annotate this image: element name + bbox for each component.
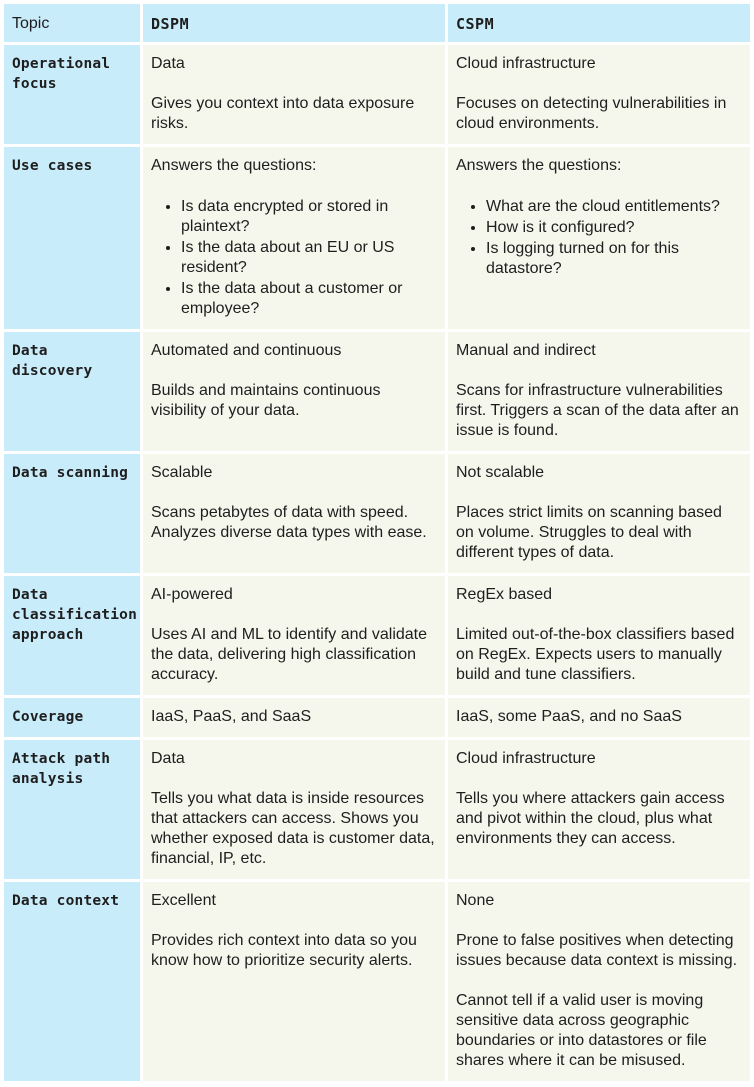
cspm-cell-description: Scans for infrastructure vulnerabilities first. Triggers a scan of the data after an issue is found. bbox=[456, 382, 739, 439]
dspm-cell-description: Tells you what data is inside resources that attackers can access. Shows you whether exposed data is customer data, financial, IP, etc. bbox=[151, 790, 435, 867]
dspm-cell bbox=[143, 882, 445, 1081]
dspm-cell bbox=[143, 698, 445, 737]
dspm-cell-title: Answers the questions: bbox=[151, 157, 317, 174]
table-row bbox=[4, 332, 750, 451]
cspm-cell-description: Prone to false positives when detecting issues because data context is missing. bbox=[456, 932, 738, 969]
dspm-question-item: • Is the data about a customer or employee? bbox=[181, 278, 437, 319]
cspm-cell-title: RegEx based bbox=[456, 586, 553, 603]
cspm-cell-description: Limited out-of-the-box classifiers based on RegEx. Expects users to manually build and tune classifiers. bbox=[456, 626, 735, 683]
dspm-cell-title: Excellent bbox=[151, 892, 216, 909]
cspm-cell bbox=[448, 740, 750, 879]
cspm-question-item: • How is it configured? bbox=[486, 217, 742, 238]
row-topic: Data scanning bbox=[4, 454, 140, 573]
cspm-cell-title: None bbox=[456, 892, 495, 909]
header-dspm: DSPM bbox=[143, 4, 445, 42]
cspm-cell bbox=[448, 698, 750, 737]
row-topic: Data discovery bbox=[4, 332, 140, 451]
cspm-cell bbox=[448, 45, 750, 144]
table-row bbox=[4, 882, 750, 1081]
table-row bbox=[4, 740, 750, 879]
dspm-cell-description: Provides rich context into data so you know how to prioritize security alerts. bbox=[151, 932, 417, 969]
cspm-cell-description: Places strict limits on scanning based on volume. Struggles to deal with different types of data. bbox=[456, 504, 722, 561]
cspm-cell-title: IaaS, some PaaS, and no SaaS bbox=[456, 708, 682, 725]
dspm-cell-title: Data bbox=[151, 750, 185, 767]
dspm-cell bbox=[143, 454, 445, 573]
table-row bbox=[4, 454, 750, 573]
header-topic: Topic bbox=[4, 4, 140, 42]
table-row bbox=[4, 576, 750, 695]
table-row bbox=[4, 698, 750, 737]
cspm-cell bbox=[448, 332, 750, 451]
cspm-question-item: • Is logging turned on for this datastore? bbox=[486, 238, 742, 279]
dspm-cell-title: AI-powered bbox=[151, 586, 233, 603]
cspm-cell bbox=[448, 454, 750, 573]
dspm-cell-title: Automated and continuous bbox=[151, 342, 342, 359]
cspm-cell-title: Cloud infrastructure bbox=[456, 750, 596, 767]
row-topic: Coverage bbox=[4, 698, 140, 737]
dspm-cell-title: Data bbox=[151, 55, 185, 72]
cspm-cell-title: Not scalable bbox=[456, 464, 545, 481]
dspm-question-item: • Is the data about an EU or US resident? bbox=[181, 237, 437, 278]
dspm-cell bbox=[143, 740, 445, 879]
dspm-cell-description: Builds and maintains continuous visibility of your data. bbox=[151, 382, 381, 419]
row-topic: Data classification approach bbox=[4, 576, 140, 695]
cspm-question-item: • What are the cloud entitlements? bbox=[486, 196, 742, 217]
row-topic: Use cases bbox=[4, 147, 140, 329]
comparison-table bbox=[1, 1, 753, 1084]
cspm-cell-title: Cloud infrastructure bbox=[456, 55, 596, 72]
table-row bbox=[4, 45, 750, 144]
dspm-cell-description: Uses AI and ML to identify and validate the data, delivering high classification accuracy. bbox=[151, 626, 428, 683]
dspm-cell-description: Scans petabytes of data with speed. Analyzes diverse data types with ease. bbox=[151, 504, 427, 541]
cspm-question-list bbox=[456, 196, 742, 279]
dspm-question-item: • Is data encrypted or stored in plaintext? bbox=[181, 196, 437, 237]
dspm-cell bbox=[143, 45, 445, 144]
header-cspm: CSPM bbox=[448, 4, 750, 42]
cspm-cell-description: Cannot tell if a valid user is moving sensitive data across geographic boundaries or into datastores or file shares where it can be misused. bbox=[456, 992, 707, 1069]
dspm-cell-description: Gives you context into data exposure risks. bbox=[151, 95, 415, 132]
cspm-cell-title: Manual and indirect bbox=[456, 342, 596, 359]
cspm-cell bbox=[448, 882, 750, 1081]
header-row bbox=[4, 4, 750, 42]
table-body bbox=[4, 45, 750, 1081]
cspm-cell-description: Tells you where attackers gain access and pivot within the cloud, plus what environments they can access. bbox=[456, 790, 725, 847]
dspm-cell bbox=[143, 576, 445, 695]
dspm-cell-title: Scalable bbox=[151, 464, 213, 481]
row-topic: Operational focus bbox=[4, 45, 140, 144]
cspm-cell-description: Focuses on detecting vulnerabilities in cloud environments. bbox=[456, 95, 727, 132]
cspm-cell bbox=[448, 147, 750, 329]
dspm-cell bbox=[143, 332, 445, 451]
row-topic: Attack path analysis bbox=[4, 740, 140, 879]
dspm-question-list bbox=[151, 196, 437, 319]
row-topic: Data context bbox=[4, 882, 140, 1081]
dspm-cell bbox=[143, 147, 445, 329]
table-row bbox=[4, 147, 750, 329]
cspm-cell-title: Answers the questions: bbox=[456, 157, 622, 174]
cspm-cell bbox=[448, 576, 750, 695]
dspm-cell-title: IaaS, PaaS, and SaaS bbox=[151, 708, 312, 725]
